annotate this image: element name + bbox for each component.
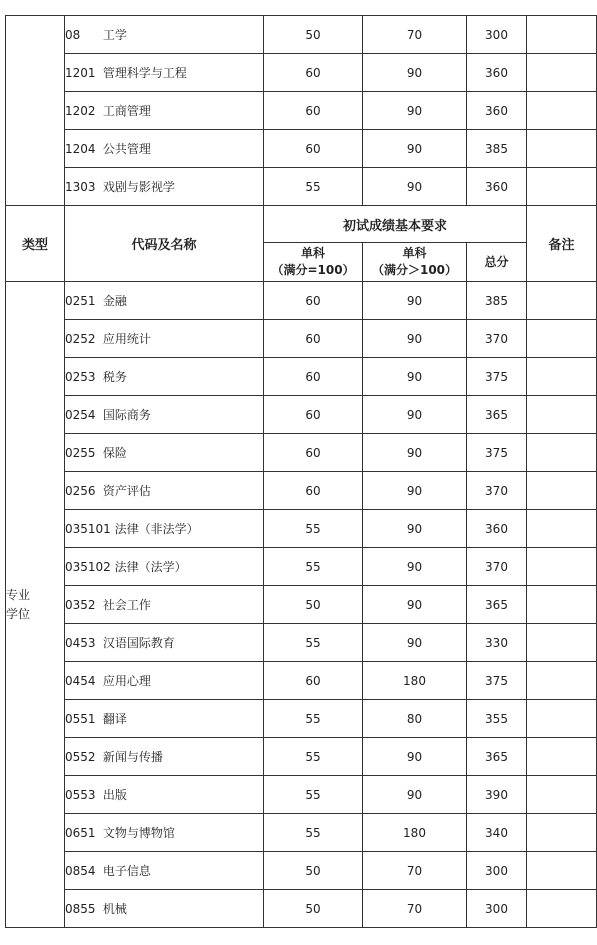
single-100-cell: 55 xyxy=(264,624,363,662)
remark-cell xyxy=(527,282,597,320)
table-row xyxy=(6,700,597,738)
table-row xyxy=(6,814,597,852)
major-name: 翻译 xyxy=(102,712,127,726)
single-over-100-cell: 90 xyxy=(363,358,467,396)
code-name-cell xyxy=(65,130,264,168)
major-code: 0553 xyxy=(65,788,96,802)
total-cell: 385 xyxy=(467,130,527,168)
major-code: 0251 xyxy=(65,294,96,308)
single-over-100-cell: 90 xyxy=(363,586,467,624)
major-code: 0352 xyxy=(65,598,96,612)
major-name: 管理科学与工程 xyxy=(102,66,187,80)
code-name-cell xyxy=(65,852,264,890)
major-name: 资产评估 xyxy=(102,484,151,498)
total-cell: 365 xyxy=(467,738,527,776)
single-over-100-cell: 180 xyxy=(363,814,467,852)
total-cell: 370 xyxy=(467,548,527,586)
major-name: 法律（法学） xyxy=(114,560,187,574)
remark-cell xyxy=(527,624,597,662)
code-name-cell xyxy=(65,472,264,510)
single-over-100-header xyxy=(363,243,467,282)
table-row xyxy=(6,662,597,700)
code-name-cell xyxy=(65,814,264,852)
major-name: 出版 xyxy=(102,788,127,802)
total-cell: 340 xyxy=(467,814,527,852)
single-100-cell: 60 xyxy=(264,358,363,396)
code-name-cell xyxy=(65,358,264,396)
total-cell: 300 xyxy=(467,16,527,54)
table-row xyxy=(6,890,597,928)
major-code: 0255 xyxy=(65,446,96,460)
total-cell: 360 xyxy=(467,510,527,548)
code-name-cell xyxy=(65,700,264,738)
single-over-100-cell: 90 xyxy=(363,510,467,548)
major-code: 0552 xyxy=(65,750,96,764)
requirement-header: 初试成绩基本要求 xyxy=(264,206,527,243)
type-label-line2: 学位 xyxy=(6,606,31,621)
remark-cell xyxy=(527,396,597,434)
total-cell: 375 xyxy=(467,358,527,396)
table-row xyxy=(6,586,597,624)
professional-degree-section xyxy=(6,282,597,928)
score-requirements-table xyxy=(5,15,597,928)
single-over-100-cell: 90 xyxy=(363,738,467,776)
major-code: 0855 xyxy=(65,902,96,916)
major-code: 0651 xyxy=(65,826,96,840)
single-over-100-cell: 90 xyxy=(363,776,467,814)
major-code: 1204 xyxy=(65,142,96,156)
total-cell: 370 xyxy=(467,472,527,510)
major-code: 1201 xyxy=(65,66,96,80)
remark-cell xyxy=(527,510,597,548)
single-over-100-cell: 90 xyxy=(363,624,467,662)
type-label-line1: 专业 xyxy=(6,587,31,602)
single-over-100-cell: 70 xyxy=(363,890,467,928)
total-header: 总分 xyxy=(467,243,527,282)
single-100-cell: 50 xyxy=(264,586,363,624)
single-100-cell: 60 xyxy=(264,434,363,472)
single-100-cell: 50 xyxy=(264,890,363,928)
remark-cell xyxy=(527,890,597,928)
single-over-100-label: 单科 xyxy=(402,246,427,260)
single-100-cell: 60 xyxy=(264,92,363,130)
single-100-note: （满分=100） xyxy=(271,263,355,277)
table-row xyxy=(6,16,597,54)
major-code: 1202 xyxy=(65,104,96,118)
remark-cell xyxy=(527,738,597,776)
table-row xyxy=(6,624,597,662)
total-cell: 360 xyxy=(467,54,527,92)
total-cell: 300 xyxy=(467,890,527,928)
single-over-100-cell: 90 xyxy=(363,92,467,130)
table-row xyxy=(6,510,597,548)
type-header: 类型 xyxy=(6,206,65,282)
table-row xyxy=(6,738,597,776)
code-name-cell xyxy=(65,168,264,206)
major-name: 税务 xyxy=(102,370,127,384)
table-row xyxy=(6,548,597,586)
total-cell: 385 xyxy=(467,282,527,320)
single-100-cell: 55 xyxy=(264,510,363,548)
remark-cell xyxy=(527,54,597,92)
major-name: 应用心理 xyxy=(102,674,151,688)
remark-cell xyxy=(527,852,597,890)
header-row xyxy=(6,206,597,243)
single-over-100-cell: 70 xyxy=(363,852,467,890)
single-over-100-cell: 90 xyxy=(363,434,467,472)
code-name-cell xyxy=(65,54,264,92)
major-code: 0253 xyxy=(65,370,96,384)
single-100-cell: 55 xyxy=(264,548,363,586)
upper-section xyxy=(6,16,597,206)
major-code: 0854 xyxy=(65,864,96,878)
table-row xyxy=(6,54,597,92)
table-row xyxy=(6,130,597,168)
major-name: 社会工作 xyxy=(102,598,151,612)
single-over-100-cell: 90 xyxy=(363,548,467,586)
major-name: 金融 xyxy=(102,294,127,308)
single-over-100-note: （满分＞100） xyxy=(371,263,458,277)
total-cell: 365 xyxy=(467,586,527,624)
remark-cell xyxy=(527,168,597,206)
remark-cell xyxy=(527,548,597,586)
single-over-100-cell: 90 xyxy=(363,282,467,320)
remark-header: 备注 xyxy=(527,206,597,282)
code-name-cell xyxy=(65,510,264,548)
total-cell: 375 xyxy=(467,662,527,700)
single-over-100-cell: 90 xyxy=(363,396,467,434)
major-name: 法律（非法学） xyxy=(114,522,199,536)
code-name-cell xyxy=(65,548,264,586)
total-cell: 300 xyxy=(467,852,527,890)
total-cell: 360 xyxy=(467,168,527,206)
code-name-cell xyxy=(65,396,264,434)
single-100-cell: 55 xyxy=(264,168,363,206)
major-name: 保险 xyxy=(102,446,127,460)
remark-cell xyxy=(527,662,597,700)
table-row xyxy=(6,776,597,814)
single-100-header xyxy=(264,243,363,282)
code-name-cell xyxy=(65,320,264,358)
table-row xyxy=(6,168,597,206)
major-code: 0252 xyxy=(65,332,96,346)
single-100-cell: 60 xyxy=(264,662,363,700)
single-100-cell: 55 xyxy=(264,776,363,814)
single-100-cell: 60 xyxy=(264,54,363,92)
single-100-label: 单科 xyxy=(300,246,325,260)
major-name: 工商管理 xyxy=(102,104,151,118)
total-cell: 365 xyxy=(467,396,527,434)
remark-cell xyxy=(527,358,597,396)
major-name: 工学 xyxy=(102,28,127,42)
major-name: 应用统计 xyxy=(102,332,151,346)
total-cell: 355 xyxy=(467,700,527,738)
table-row xyxy=(6,282,597,320)
remark-cell xyxy=(527,434,597,472)
code-name-cell xyxy=(65,624,264,662)
single-over-100-cell: 80 xyxy=(363,700,467,738)
major-name: 机械 xyxy=(102,902,127,916)
major-code: 08 xyxy=(65,28,81,42)
code-name-header: 代码及名称 xyxy=(65,206,264,282)
total-cell: 330 xyxy=(467,624,527,662)
single-100-cell: 50 xyxy=(264,16,363,54)
remark-cell xyxy=(527,16,597,54)
total-cell: 360 xyxy=(467,92,527,130)
table-row xyxy=(6,472,597,510)
table-row xyxy=(6,396,597,434)
table-row xyxy=(6,358,597,396)
major-name: 新闻与传播 xyxy=(102,750,163,764)
single-over-100-cell: 90 xyxy=(363,168,467,206)
major-code: 0454 xyxy=(65,674,96,688)
major-name: 国际商务 xyxy=(102,408,151,422)
single-100-cell: 60 xyxy=(264,472,363,510)
code-name-cell xyxy=(65,586,264,624)
total-cell: 390 xyxy=(467,776,527,814)
code-name-cell xyxy=(65,434,264,472)
single-100-cell: 60 xyxy=(264,396,363,434)
table-row xyxy=(6,434,597,472)
major-code: 035102 xyxy=(65,560,111,574)
code-name-cell xyxy=(65,890,264,928)
major-name: 文物与博物馆 xyxy=(102,826,175,840)
single-over-100-cell: 70 xyxy=(363,16,467,54)
code-name-cell xyxy=(65,16,264,54)
major-name: 电子信息 xyxy=(102,864,151,878)
major-code: 1303 xyxy=(65,180,96,194)
remark-cell xyxy=(527,472,597,510)
code-name-cell xyxy=(65,738,264,776)
code-name-cell xyxy=(65,282,264,320)
total-cell: 375 xyxy=(467,434,527,472)
major-name: 公共管理 xyxy=(102,142,151,156)
remark-cell xyxy=(527,320,597,358)
code-name-cell xyxy=(65,776,264,814)
single-over-100-cell: 180 xyxy=(363,662,467,700)
table-row xyxy=(6,852,597,890)
table-row xyxy=(6,320,597,358)
major-code: 0254 xyxy=(65,408,96,422)
code-name-cell xyxy=(65,662,264,700)
single-100-cell: 60 xyxy=(264,320,363,358)
major-name: 戏剧与影视学 xyxy=(102,180,175,194)
major-code: 0551 xyxy=(65,712,96,726)
remark-cell xyxy=(527,814,597,852)
code-name-cell xyxy=(65,92,264,130)
single-over-100-cell: 90 xyxy=(363,130,467,168)
major-code: 0256 xyxy=(65,484,96,498)
type-cell-upper xyxy=(6,16,65,206)
single-100-cell: 50 xyxy=(264,852,363,890)
table-header xyxy=(6,206,597,282)
single-100-cell: 55 xyxy=(264,814,363,852)
single-100-cell: 55 xyxy=(264,738,363,776)
major-code: 0453 xyxy=(65,636,96,650)
single-100-cell: 60 xyxy=(264,282,363,320)
table-row xyxy=(6,92,597,130)
single-over-100-cell: 90 xyxy=(363,472,467,510)
remark-cell xyxy=(527,92,597,130)
total-cell: 370 xyxy=(467,320,527,358)
remark-cell xyxy=(527,700,597,738)
single-over-100-cell: 90 xyxy=(363,320,467,358)
remark-cell xyxy=(527,130,597,168)
major-code: 035101 xyxy=(65,522,111,536)
remark-cell xyxy=(527,586,597,624)
remark-cell xyxy=(527,776,597,814)
major-name: 汉语国际教育 xyxy=(102,636,175,650)
single-100-cell: 55 xyxy=(264,700,363,738)
single-over-100-cell: 90 xyxy=(363,54,467,92)
type-cell-professional xyxy=(6,282,65,928)
single-100-cell: 60 xyxy=(264,130,363,168)
